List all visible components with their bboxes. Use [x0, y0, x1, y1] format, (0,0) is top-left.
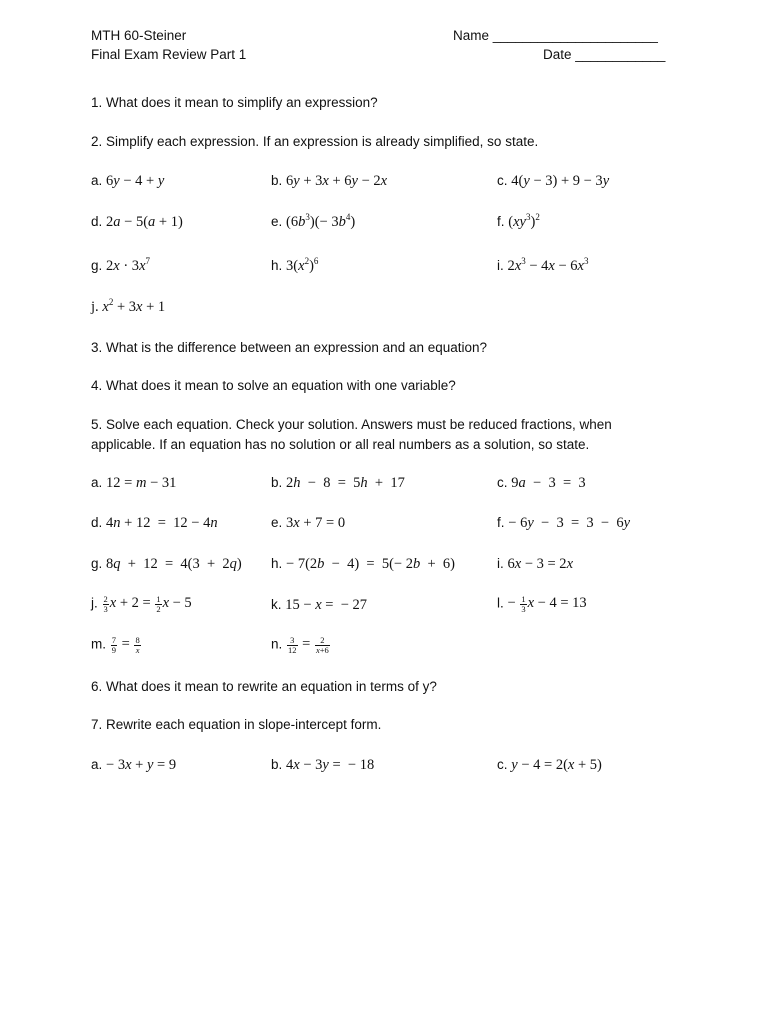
question-6: 6. What does it mean to rewrite an equation in terms of y?: [91, 679, 437, 694]
question-7-prompt: 7. Rewrite each equation in slope-intercept form.: [91, 717, 382, 732]
q2-item-c: c. 4(y − 3) + 9 − 3y: [497, 173, 610, 189]
q5-item-g: g. 8q + 12 = 4(3 + 2q): [91, 556, 242, 572]
q7-item-a: a. − 3x + y = 9: [91, 757, 177, 773]
question-4: 4. What does it mean to solve an equation with one variable?: [91, 378, 456, 393]
q5-item-d: d. 4n + 12 = 12 − 4n: [91, 515, 218, 531]
name-field[interactable]: Name ______________________: [453, 28, 658, 43]
q2-item-i: i. $2x^3 - 4x - 6x^3$: [497, 256, 589, 274]
q5-item-l: l. − $\frac{1}{3}$ x − 4 = 13: [497, 594, 587, 614]
q2-item-d: d. 2a − 5(a + 1): [91, 214, 183, 230]
question-2-prompt: 2. Simplify each expression. If an expression is already simplified, so state.: [91, 134, 539, 149]
q2-item-a: a. 6y − 4 + y: [91, 173, 165, 189]
q7-item-c: c. y − 4 = 2(x + 5): [497, 757, 602, 773]
question-3: 3. What is the difference between an expression and an equation?: [91, 340, 488, 355]
q5-item-c: c. 9a − 3 = 3: [497, 475, 586, 491]
question-1: 1. What does it mean to simplify an expression?: [91, 95, 378, 110]
q5-item-f: f. − 6y − 3 = 3 − 6y: [497, 515, 631, 531]
q5-item-j: j. $\frac{2}{3}$ x + 2 = $\frac{1}{2}$ x − 5: [91, 594, 192, 614]
date-field[interactable]: Date ____________: [543, 47, 666, 62]
q5-item-a: a. 12 = m − 31: [91, 475, 177, 491]
q2-item-f: f. $(xy^3)^2$: [497, 212, 540, 230]
q5-item-e: e. 3x + 7 = 0: [271, 515, 346, 531]
question-5-prompt-line-2: applicable. If an equation has no solution or all real numbers as a solution, so state.: [91, 437, 590, 452]
q5-item-n: n. $\frac{3}{12}$ = $\frac{2}{x+6}$: [271, 635, 329, 655]
q2-item-j: j. $x^2 + 3x + 1$: [91, 297, 166, 315]
q5-item-k: k. 15 − x = − 27: [271, 597, 368, 613]
q2-item-h: h. $3(x^2)^6$: [271, 256, 319, 274]
q2-item-b: b. 6y + 3x + 6y − 2x: [271, 173, 388, 189]
course-label: MTH 60-Steiner: [91, 28, 187, 43]
worksheet-title: Final Exam Review Part 1: [91, 47, 247, 62]
q2-item-e: e. $(6b^3)(- 3b^4)$: [271, 212, 356, 230]
q7-item-b: b. 4x − 3y = − 18: [271, 757, 375, 773]
q5-item-h: h. − 7(2b − 4) = 5(− 2b + 6): [271, 556, 456, 572]
q5-item-m: m. $\frac{7}{9}$ = $\frac{8}{x}$: [91, 635, 140, 655]
q5-item-i: i. 6x − 3 = 2x: [497, 556, 573, 572]
q5-item-b: b. 2h − 8 = 5h + 17: [271, 475, 405, 491]
q2-item-g: g. $2x \cdot 3x^7$: [91, 256, 150, 274]
question-5-prompt-line-1: 5. Solve each equation. Check your solution. Answers must be reduced fractions, when: [91, 417, 612, 432]
